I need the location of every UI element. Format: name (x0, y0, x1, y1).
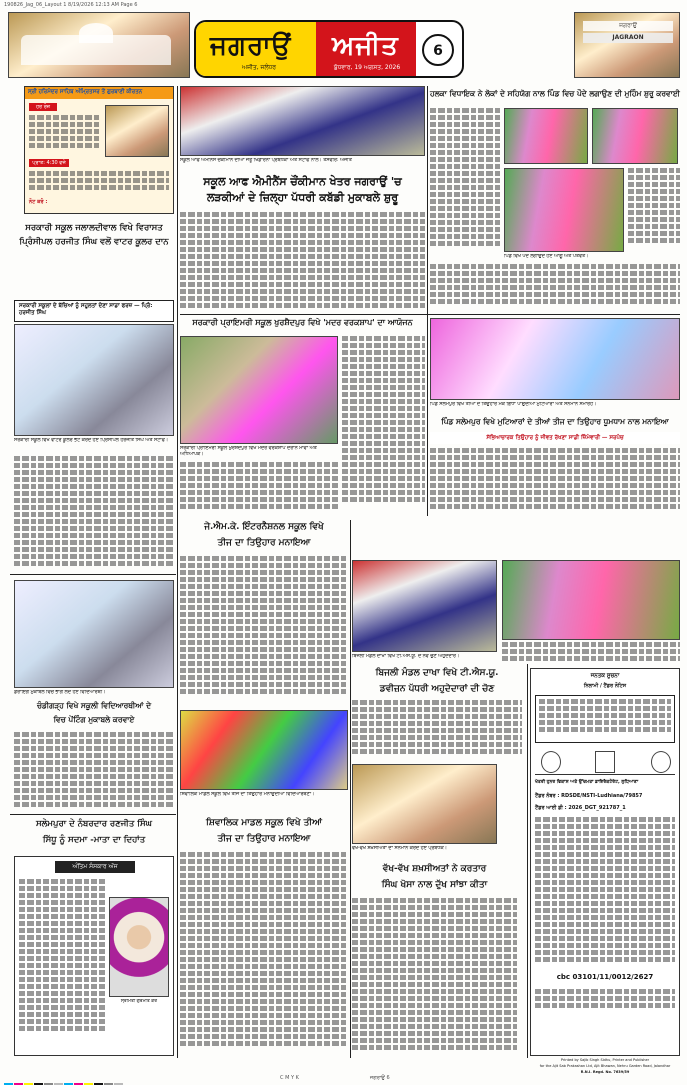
publisher-line-2: for the Ajit Sab Prakashan Ltd, Ajit Bhawan, Nehru Garden Road, Jalandhar (539, 1064, 671, 1068)
kabaddi-photo (180, 86, 425, 156)
drawing-headline-2: ਵਿਚ ਪੇਂਟਿੰਗ ਮੁਕਾਬਲੇ ਕਰਵਾਏ (53, 715, 135, 724)
obituary-photo-caption: ਸ੍ਰੀਮਤੀ ਗੁਰਮੀਤ ਕੌਰ (120, 999, 158, 1004)
column-rule (350, 520, 351, 1058)
teej-headline: ਪਿੰਡ ਸਲੇਮਪੁਰ ਵਿਖੇ ਮੁਟਿਆਰਾਂ ਦੇ ਤੀਆਂ ਤੀਜ ਦਾ ਤਿਉਹਾਰ ਧੂਮਧਾਮ ਨਾਲ ਮਨਾਇਆ (441, 417, 669, 426)
shivalik-headline-1: ਸ਼ਿਵਾਲਿਕ ਮਾਡਲ ਸਕੂਲ ਵਿਖੇ ਤੀਆਂ (206, 818, 322, 828)
obituary-ad-text (19, 879, 105, 1049)
primary-body-2 (180, 462, 338, 518)
tender-footer-text (535, 989, 675, 1009)
row-rule (10, 814, 176, 815)
honour-headline-1: ਵੱਖ-ਵੱਖ ਸ਼ਖ਼ਸੀਅਤਾਂ ਨੇ ਕਰਤਾਰ (382, 864, 487, 874)
column-rule (527, 664, 528, 1058)
page-number-badge: 6 (422, 34, 454, 66)
shivalik-headline-2: ਤੀਜ ਦਾ ਤਿਉਹਾਰ ਮਨਾਇਆ (217, 834, 311, 844)
tender-id: ਟੈਂਡਰ ਆਈ ਡੀ : 2026_DGT_921787_1 (535, 805, 626, 811)
teej-body (430, 448, 680, 518)
shivalik-photo (180, 710, 348, 790)
jmk-headline-1: ਜੇ.ਐਮ.ਕੇ. ਇੰਟਰਨੈਸ਼ਨਲ ਸਕੂਲ ਵਿਖੇ (204, 522, 324, 532)
print-slug: 190826_Jag_06_Layout 1 8/19/2026 12:13 AM Page 6 (4, 2, 138, 8)
cooler-photo (14, 324, 174, 436)
tree-photo-3 (504, 168, 624, 252)
tsu-caption: ਬਿਜਲੀ ਮੰਡਲ ਦਾਖਾ ਵਿਖੇ ਟੀ.ਐਸ.ਯੂ. ਦੇ ਨਵੇਂ ਚੁਣੇ ਅਹੁਦੇਦਾਰ। (352, 654, 460, 659)
primary-headline: ਸਰਕਾਰੀ ਪ੍ਰਾਇਮਰੀ ਸਕੂਲ ਖੁਰਸ਼ੈਦਪੁਰ ਵਿਖੇ 'ਮਦਰ ਵਰਕਸ਼ਾਪ' ਦਾ ਆਯੋਜਨ (192, 317, 413, 327)
honour-caption: ਵੱਖ-ਵੱਖ ਸ਼ਖ਼ਸੀਅਤਾਂ ਦਾ ਸਨਮਾਨ ਕਰਦੇ ਹੋਏ ਪ੍ਰਬੰਧਕ। (352, 846, 447, 851)
ad-gurbani-time: ਪ੍ਰਾਤ: 4:30 ਵਜੇ (29, 159, 69, 167)
tree-body-2 (628, 168, 680, 252)
column-rule (177, 86, 178, 1058)
cooler-headline-2: ਪ੍ਰਿੰਸੀਪਲ ਹਰਜੀਤ ਸਿੰਘ ਵਲੋਂ ਵਾਟਰ ਕੂਲਰ ਦਾਨ (19, 237, 169, 247)
publisher-line-3: R.N.I. Regd. No. 7639/59 (580, 1070, 630, 1074)
ad-gurbani-photo (105, 105, 169, 157)
tree-photo-2 (592, 108, 678, 164)
tsu-headline-1: ਬਿਜਲੀ ਮੰਡਲ ਦਾਖਾ ਵਿਖੇ ਟੀ.ਐਸ.ਯੂ. (375, 668, 499, 678)
cooler-caption: ਸਰਕਾਰੀ ਸਕੂਲ ਵਿਖੇ ਵਾਟਰ ਕੂਲਰ ਭੇਟ ਕਰਦੇ ਹੋਏ ਪ੍ਰਿੰਸੀਪਲ ਹਰਜੀਤ ਸਿੰਘ ਅਤੇ ਸਟਾਫ। (14, 438, 168, 443)
obit-headline-2: ਸਿੱਧੂ ਨੂੰ ਸਦਮਾ -ਮਾਤਾ ਦਾ ਦਿਹਾਂਤ (42, 835, 146, 845)
obituary-photo (109, 897, 169, 997)
kabaddi-headline-1: ਸਕੂਲ ਆਫ ਐਮੀਨੈਂਸ ਚੌਂਕੀਮਾਨ ਖੇਤਰ ਜਗਰਾਉਂ 'ਚ (203, 175, 402, 188)
primary-body (342, 336, 425, 516)
teej-caption: ਪਿੰਡ ਸਲੇਮਪੁਰ ਵਿਖੇ ਤੀਆਂ ਦੇ ਤਿਉਹਾਰ ਮੌਕੇ ਗਿੱਧਾ ਪਾਉਂਦੀਆਂ ਮੁਟਿਆਰਾਂ ਅਤੇ ਸਨਮਾਨ ਸਮਾਰੋਹ। (430, 402, 597, 407)
drawing-headline-1: ਚੰਡੀਗੜ੍ਹ ਵਿਖੇ ਸਕੂਲੀ ਵਿਦਿਆਰਥੀਆਂ ਦੇ (36, 701, 152, 710)
masthead (194, 20, 464, 78)
row-rule (10, 574, 176, 575)
cooler-body (14, 456, 174, 571)
masthead-right-title: ਅਜੀਤ (332, 31, 399, 61)
obit-headline-1: ਸਲੇਮਪੁਰਾ ਦੇ ਨੰਬਰਦਾਰ ਰਣਜੀਤ ਸਿੰਘ (36, 819, 152, 829)
honour-headline-2: ਸਿੰਘ ਖੋਸਾ ਨਾਲ ਦੁੱਖ ਸਾਂਝਾ ਕੀਤਾ (381, 880, 488, 890)
tree-photo-1 (504, 108, 588, 164)
tsu-body (352, 700, 522, 760)
tender-notice (530, 668, 680, 1056)
primary-photo (180, 336, 338, 444)
cmyk-code: C M Y K (280, 1075, 299, 1081)
kabaddi-caption: ਸਕੂਲ ਆਫ ਐਮੀਨੈਂਸ ਚੌਂਕੀਮਾਨ ਦੀਆਂ ਜੇਤੂ ਖਿਡਾਰਨਾਂ ਪ੍ਰਬੰਧਕਾਂ ਅਤੇ ਸਟਾਫ ਨਾਲ। ਤਸਵੀਰ: ਅਜੀਤ (180, 158, 352, 163)
masthead-photo-left (8, 12, 190, 78)
tender-body (535, 817, 675, 967)
tender-emblems (535, 749, 675, 775)
row-rule (180, 314, 680, 315)
honour-photo (352, 764, 497, 844)
primary-caption: ਸਰਕਾਰੀ ਪ੍ਰਾਇਮਰੀ ਸਕੂਲ ਖੁਰਸ਼ੈਦਪੁਰ ਵਿਖੇ ਮਦਰ ਵਰਕਸ਼ਾਪ ਦੌਰਾਨ ਮਾਵਾਂ ਅਤੇ ਅਧਿਆਪਕ। (180, 446, 317, 457)
gate-sign-english: JAGRAON (583, 33, 673, 43)
drawing-caption: ਡਰਾਇੰਗ ਮੁਕਾਬਲੇ ਵਿਚ ਭਾਗ ਲੈਂਦੇ ਹੋਏ ਵਿਦਿਆਰਥੀ। (14, 690, 106, 695)
edition-line: ਅਜੀਤ, ਜਲੰਧਰ (241, 64, 276, 71)
cooler-quote: ਸਰਕਾਰੀ ਸਕੂਲਾਂ ਦੇ ਬੱਚਿਆਂ ਨੂੰ ਸਹੂਲਤਾਂ ਦੇਣਾ ਸਾਡਾ ਫਰਜ਼ — ਪ੍ਰਿੰ: ਹਰਜੀਤ ਸਿੰਘ (14, 300, 174, 322)
column-rule (427, 86, 428, 516)
honour-body (352, 898, 517, 1058)
tsu-headline-2: ਡਵੀਜ਼ਨ ਪੱਧਰੀ ਅਹੁਦੇਦਾਰਾਂ ਦੀ ਚੋਣ (379, 684, 495, 694)
gate-sign: ਜਗਰਾਉਂ (583, 21, 673, 31)
ad-gurbani-text (29, 115, 99, 155)
jmk-headline-2: ਤੀਜ ਦਾ ਤਿਉਹਾਰ ਮਨਾਇਆ (217, 538, 311, 548)
publisher-line-1: Printed by Sajib Singh Sidhu, Printer and Publisher (560, 1058, 650, 1062)
teej-strap: ਸੱਭਿਆਚਾਰਕ ਤਿਉਹਾਰ ਨੂੰ ਜੀਵਤ ਰੱਖਣਾ ਸਾਡੀ ਜ਼ਿੰਮੇਵਾਰੀ — ਸਰਪੰਚ (430, 432, 680, 444)
teej-photo-main (430, 318, 680, 400)
drawing-body (14, 732, 174, 812)
kabaddi-body (180, 212, 425, 312)
tender-subheader: ਨਿਲਾਮੀ / ਟੈਂਡਰ ਨੋਟਿਸ (583, 683, 627, 689)
ad-gurbani-tag: ਹਰ ਰੋਜ਼ (29, 103, 57, 111)
date-line: ਬੁੱਧਵਾਰ, 19 ਅਗਸਤ, 2026 (333, 64, 401, 71)
bottom-page-ref: ਜਗਰਾਉਂ 6 (370, 1075, 390, 1081)
ad-gurbani (24, 86, 174, 214)
tender-header: ਜਨਤਕ ਸੂਚਨਾ (590, 673, 620, 679)
drawing-photo (14, 580, 174, 688)
cooler-headline-1: ਸਰਕਾਰੀ ਸਕੂਲ ਜਲਾਲਦੀਵਾਲ ਵਿਖੇ ਵਿਰਾਸਤ (25, 223, 163, 233)
shivalik-caption: ਸ਼ਿਵਾਲਿਕ ਮਾਡਲ ਸਕੂਲ ਵਿਖੇ ਤੀਜ ਦਾ ਤਿਉਹਾਰ ਮਨਾਉਂਦੀਆਂ ਵਿਦਿਆਰਥਣਾਂ। (180, 792, 315, 797)
tender-office: ਖੇਤਰੀ ਹੁਨਰ ਵਿਕਾਸ ਅਤੇ ਉੱਦਮਤਾ ਡਾਇਰੈਕਟੋਰੇਟ, ਲੁਧਿਆਣਾ (535, 780, 639, 785)
ad-gurbani-title: ਸ੍ਰੀ ਹਰਿਮੰਦਰ ਸਾਹਿਬ ਅੰਮ੍ਰਿਤਸਰ ਤੋਂ ਗੁਰਬਾਣੀ ਕੀਰਤਨ (25, 87, 173, 99)
group-photo-right-text (502, 642, 680, 664)
masthead-photo-right (574, 12, 680, 78)
tender-rfp: ਟੈਂਡਰ ਨੰਬਰ : RDSDE/NSTI-Ludhiana/79857 (535, 793, 643, 799)
obituary-ad (14, 856, 174, 1056)
shivalik-body (180, 852, 348, 1057)
ad-gurbani-note: ਨੋਟ ਕਰੋ : (29, 199, 48, 205)
kabaddi-headline-2: ਲੜਕੀਆਂ ਦੇ ਜ਼ਿਲ੍ਹਾ ਪੱਧਰੀ ਕਬੱਡੀ ਮੁਕਾਬਲੇ ਸ਼ੁਰੂ (206, 191, 399, 204)
ad-gurbani-body (29, 171, 169, 197)
tender-table (535, 695, 675, 743)
group-photo-right (502, 560, 680, 640)
tree-headline: ਹਲਕਾ ਵਿਧਾਇਕ ਨੇ ਲੋਕਾਂ ਦੇ ਸਹਿਯੋਗ ਨਾਲ ਪਿੰਡ ਵਿਚ ਪੌਦੇ ਲਗਾਉਣ ਦੀ ਮੁਹਿੰਮ ਸ਼ੁਰੂ ਕਰਵਾਈ (430, 89, 680, 98)
jmk-body (180, 556, 348, 706)
masthead-left-title: ਜਗਰਾਉਂ (210, 31, 292, 61)
tree-body-1 (430, 108, 500, 258)
tree-caption: ਪਿੰਡ ਵਿਖੇ ਪੌਦੇ ਲਗਾਉਂਦੇ ਹੋਏ ਆਗੂ ਅਤੇ ਪਤਵੰਤੇ। (504, 254, 589, 259)
tree-body-3 (430, 264, 680, 312)
print-color-bar (4, 1074, 264, 1082)
tender-cbc: cbc 03101/11/0012/2627 (556, 973, 654, 981)
obituary-ad-title: ਅੰਤਿਮ ਸੰਸਕਾਰ ਅੱਜ (55, 861, 135, 873)
tsu-photo (352, 560, 497, 652)
